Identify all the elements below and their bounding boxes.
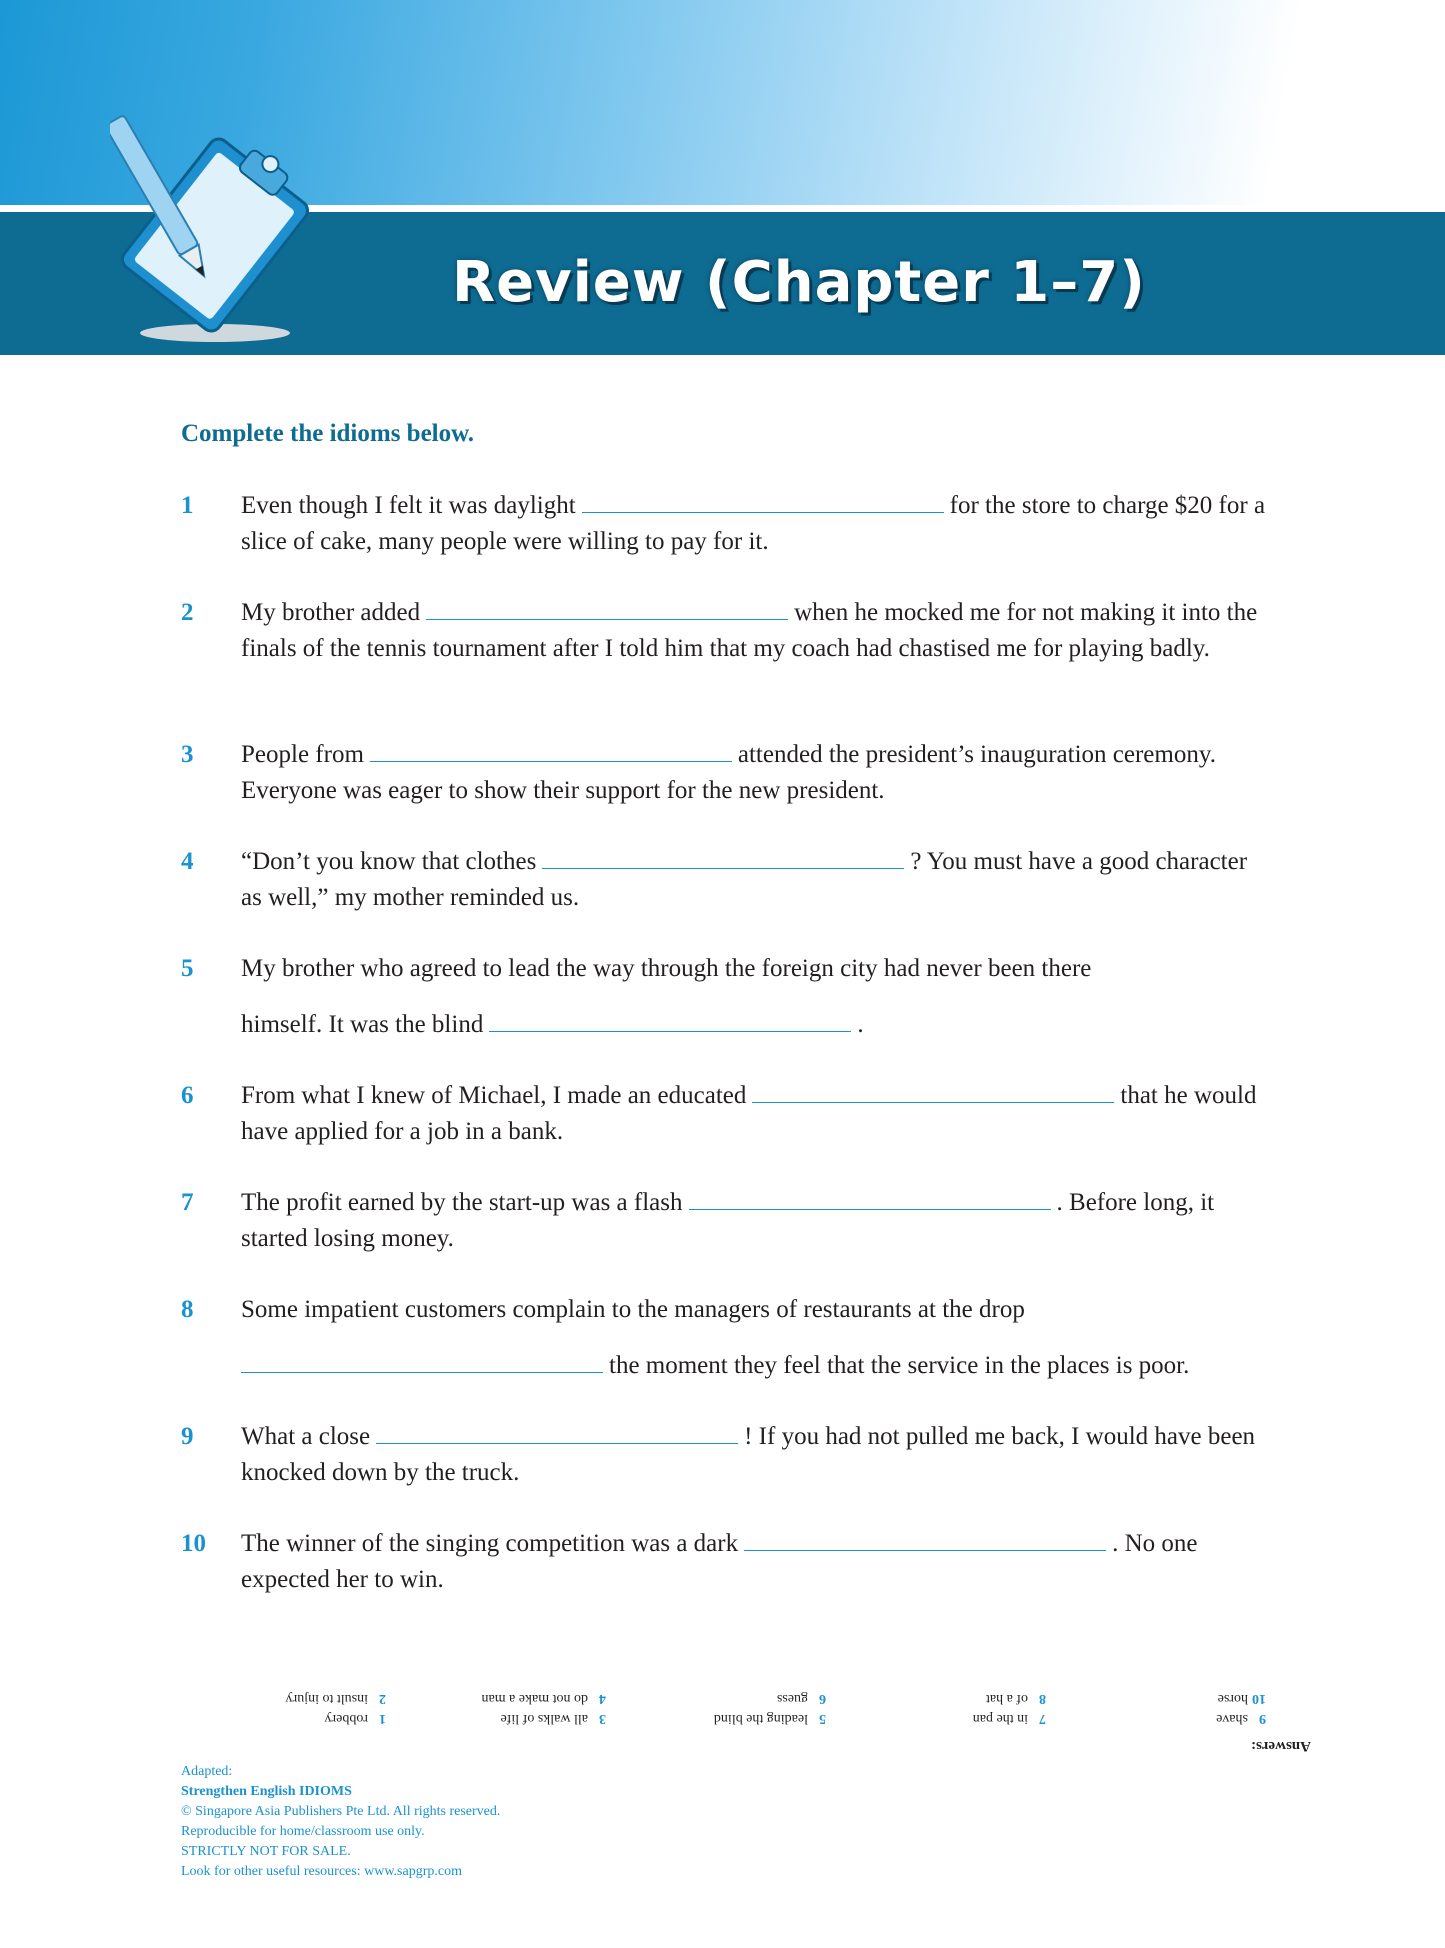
footer-reproducible: Reproducible for home/classroom use only.	[181, 1824, 425, 1839]
answers-heading: Answers:	[1251, 1738, 1311, 1754]
answer-blank[interactable]	[489, 1009, 851, 1032]
question-number: 3	[181, 741, 194, 768]
clipboard-pencil-icon	[110, 95, 315, 345]
question-text: People from	[241, 741, 364, 768]
answer-blank[interactable]	[376, 1421, 738, 1444]
footer-resources: Look for other useful resources: www.sapgrp.com	[181, 1864, 462, 1879]
question-number: 7	[181, 1189, 194, 1216]
answer-item: 7in the pan	[972, 1711, 1046, 1726]
answer-blank[interactable]	[689, 1187, 1051, 1210]
question-text: Even though I felt it was daylight	[241, 492, 576, 519]
answer-key	[181, 1648, 1311, 1754]
answer-item: 5leading the blind	[713, 1711, 826, 1726]
question-number: 10	[181, 1530, 206, 1557]
footer-credits	[181, 1762, 500, 1882]
answer-item: 2insult to injury	[285, 1691, 386, 1706]
footer-copyright: © Singapore Asia Publishers Pte Ltd. All rights reserved.	[181, 1804, 501, 1819]
question-text: “Don’t you know that clothes	[241, 848, 537, 875]
answer-blank[interactable]	[744, 1528, 1106, 1551]
question-text: for the store to charge $20 for a slice of cake, many people were willing to pay for it.	[241, 492, 1266, 555]
footer-adapted: Adapted:	[181, 1764, 233, 1779]
question-text: attended the president’s inauguration ceremony. Everyone was eager to show their support for the new president.	[241, 741, 1216, 804]
footer-book-title: Strengthen English IDIOMS	[181, 1784, 352, 1799]
question-number: 9	[181, 1423, 194, 1450]
answer-item: 6guess	[776, 1691, 826, 1706]
question-text: ! If you had not pulled me back, I would have been knocked down by the truck.	[241, 1423, 1256, 1486]
question-text: My brother who agreed to lead the way through the foreign city had never been there	[241, 955, 1092, 982]
answer-blank[interactable]	[582, 490, 944, 513]
answer-item: 10horse	[1217, 1691, 1266, 1706]
answer-blank[interactable]	[542, 846, 904, 869]
question-text: The profit earned by the start-up was a flash	[241, 1189, 683, 1216]
question-text: . Before long, it started losing money.	[241, 1189, 1215, 1252]
question-text: .	[857, 1011, 864, 1038]
question-text: . No one expected her to win.	[241, 1530, 1198, 1593]
question-text: the moment they feel that the service in the places is poor.	[609, 1352, 1190, 1379]
question-text: ? You must have a good character as well,” my mother reminded us.	[241, 848, 1248, 911]
question-text: himself. It was the blind	[241, 1011, 484, 1038]
question-number: 1	[181, 492, 194, 519]
question-text: Some impatient customers complain to the managers of restaurants at the drop	[241, 1296, 1025, 1323]
question-number: 6	[181, 1082, 194, 1109]
answer-blank[interactable]	[752, 1080, 1114, 1103]
question-number: 2	[181, 599, 194, 626]
question-text: What a close	[241, 1423, 371, 1450]
question-number: 4	[181, 848, 194, 875]
question-text: From what I knew of Michael, I made an educated	[241, 1082, 747, 1109]
question-number: 5	[181, 955, 194, 982]
question-text: The winner of the singing competition was a dark	[241, 1530, 739, 1557]
question-text: that he would have applied for a job in a bank.	[241, 1082, 1257, 1145]
answer-item: 3all walks of life	[500, 1711, 606, 1726]
page-title: Review (Chapter 1–7)	[452, 250, 1146, 315]
instruction: Complete the idioms below.	[181, 420, 475, 447]
answer-item: 4do not make a man	[481, 1691, 606, 1706]
answer-item: 8of a hat	[986, 1691, 1046, 1706]
question-number: 8	[181, 1296, 194, 1323]
answer-blank[interactable]	[241, 1350, 603, 1373]
question-text: when he mocked me for not making it into the finals of the tennis tournament after I told him that my coach had chastised me for playing badly.	[241, 599, 1258, 662]
question-text: My brother added	[241, 599, 421, 626]
answer-blank[interactable]	[426, 597, 788, 620]
answer-blank[interactable]	[370, 739, 732, 762]
footer-not-for-sale: STRICTLY NOT FOR SALE.	[181, 1844, 351, 1859]
answer-item: 9shave	[1216, 1711, 1266, 1726]
answer-item: 1robbery	[324, 1711, 386, 1726]
